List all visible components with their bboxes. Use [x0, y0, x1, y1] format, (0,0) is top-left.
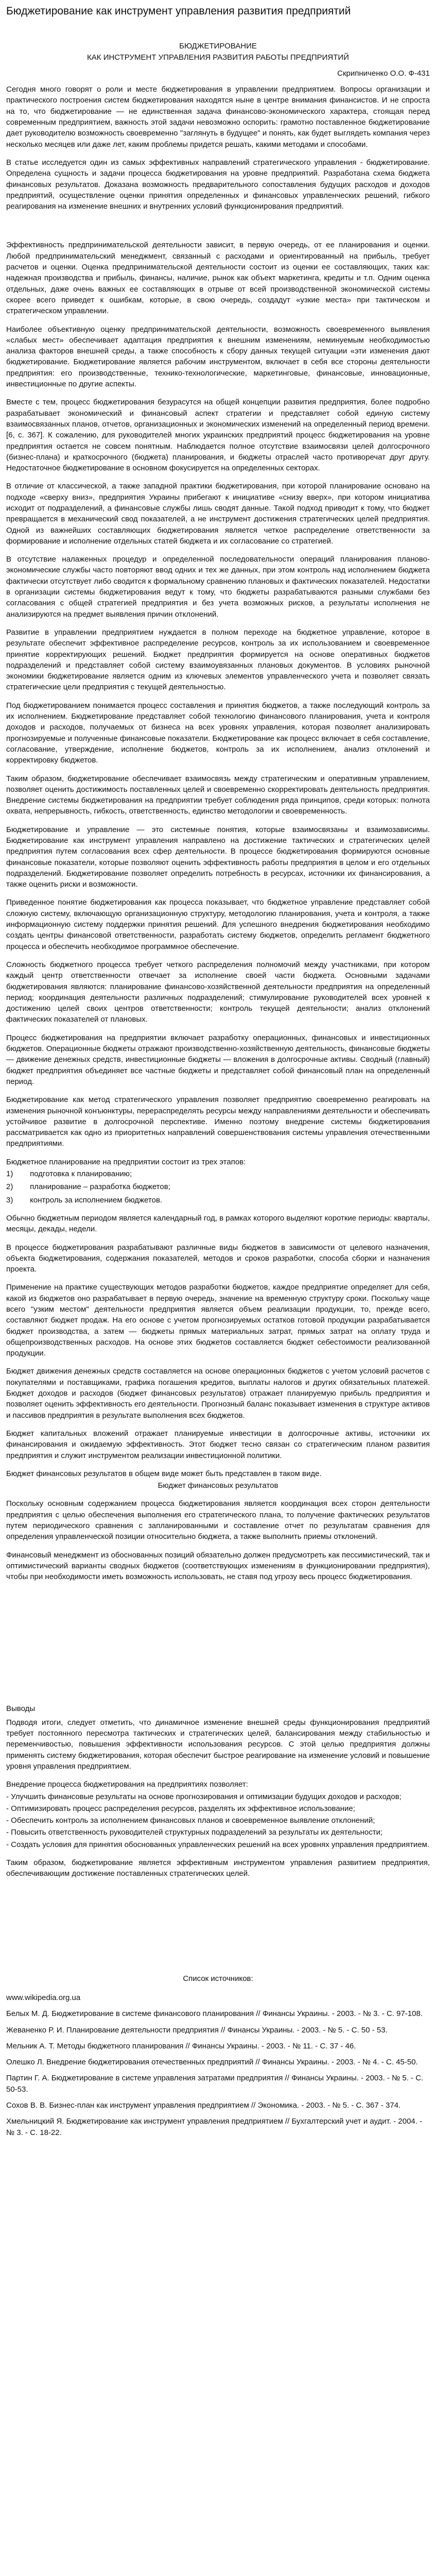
body-paragraph: Наиболее объективную оценку предпринимательской деятельности, возможность своевременного выявления «слабых мест» обеспечивает адаптация предприятия к внешним изменениям, неминуемым необходимостью анализа факторов внешней среды, а также способность к сбору данных текущей ситуации «эти изменения дают бюджетирование. Бюджетирование является рабочим инструментом, включает в себя все стороны деятельности предприятия: его производственные, технико-технологические, маркетинговые, финансовые, инновационные, инвестиционные по другие аспекты. [6, 325, 430, 389]
body-paragraph: Эффективность предпринимательской деятельности зависит, в первую очередь, от ее планирования и оценки. Любой предпринимательский менеджмент, связанный с расходами и ориентированный на прибыль, требует расчетов и оценки. Оценка предпринимательской деятельности состоит из оценки ее составляющих, таких как: надежная производства и прибыль, финансы, наличие, рынок как объект маркетинга, кредиты и т.п. Одним оценка отдельных, даже очень важных ее составляющих в отрыве от всей производственной экономической системы скорее всего приведет к ошибкам, которые, в свою очередь, создадут «узкие места» при тактическом и стратегическом управлении. [6, 241, 430, 316]
list-item-number: 1) [6, 1170, 13, 1179]
sources-list [6, 1992, 430, 2138]
list-item-text: контроль за исполнением бюджетов. [30, 1195, 163, 1205]
body-paragraph: Развитие в управлении предприятием нуждается в полном переходе на бюджетное управление, которое в результате обеспечит эффективное распределение ресурсов, контроль за их использованием и своевременное принятие корректирующих решений. Бюджет предприятия формируется на основе оперативных бюджетов подразделений и представляет собой систему взаимоувязанных плановых документов. В условиях рыночной экономики бюджетирование является одним из ключевых элементов управленческого учета и позволяет связать стратегические цели предприятия с текущей деятельностью. [6, 628, 430, 692]
source-item: Сохов В. В. Бизнес-план как инструмент управления предприятием // Экономика. - 2003. - № 5. - С. 367 - 374. [6, 2101, 401, 2110]
section-gap [6, 1590, 430, 1703]
source-item: Жеваненко Р. И. Планирование деятельности предприятия // Финансы Украины. - 2003. - № 5. - С. 50 - 53. [6, 2025, 388, 2035]
conclusions-paragraph: Подводя итоги, следует отметить, что динамичное изменение внешней среды функционирования предприятий требует постоянного пересмотра тактических и стратегических целей, балансирования между стабильностью и переменчивостью, повышения эффективности использования ресурсов. С этой целью предприятия должны применять систему бюджетирования, которая обеспечит быстрое реагирование на изменение условий и повышение уровня управления предприятием. [6, 1718, 430, 1771]
body-paragraph: Вместе с тем, процесс бюджетирования безурасутся на общей концепции развития предприятия, более подробно разрабатывает экономический и финансовый аспект стратегии и представляет собой единую систему взаимосвязанных планов, отчетов, организационных и экономических изменений на определенный период времени. [6, с. 367]. К сожалению, для руководителей многих украинских предприятий процесс бюджетирования на уровне предприятия остается не совсем понятным. Наблюдается полное отсутствие взаимосвязи целей долгосрочного (бизнес-плана) и краткосрочного (бюджета) планирования, и бюджеты отраслей часто противоречат друг другу. Недостаточное бюджетирование в основном фокусируется на определенных секторах. [6, 398, 430, 473]
body-paragraph: Применение на практике существующих методов разработки бюджетов, каждое предприятие определяет для себя, какой из бюджетов оно разрабатывает в первую очередь, значение на временную структуру сроки. Поскольку чаще всего "узким местом" деятельности предприятия является объем реализации продукции, то, прежде всего, составляют бюджет продаж. На его основе с учетом прогнозируемых остатков готовой продукции разрабатывается бюджет производства, а затем — бюджеты прямых материальных затрат, прямых затрат на оплату труда и общепроизводственных расходов. На основе этих бюджетов составляется бюджет себестоимости реализованной продукции. [6, 1283, 430, 1358]
conclusions-subtitle: Внедрение процесса бюджетирования на предприятиях позволяет: [6, 1780, 248, 1789]
body-paragraph: В отсутствие налаженных процедур и определенной последовательности операций планирования планово-экономические службы часто повторяют ввод одних и тех же данных, при этом контроль над исполнением бюджета фактически отсутствует либо сводится к формальному сравнению плановых и фактических показателей. Недостатки в организации системы бюджетирования ведут к тому, что бюджеты разрабатываются разными службами без согласования с общей стратегией предприятия и без учета возможных рисков, а результаты исполнения не анализируются на предмет выявления причин отклонений. [6, 555, 430, 619]
body-paragraph: Бюджетирование как метод стратегического управления позволяет предприятию своевременно реагировать на изменения рыночной конъюнктуры, перераспределять ресурсы между направлениями деятельности и обеспечивать устойчивое развитие в долгосрочной перспективе. Именно поэтому внедрение системы бюджетирования рассматривается как одно из приоритетных направлений совершенствования системы управления отечественными предприятиями. [6, 1095, 430, 1148]
budget-label: Бюджет финансовых результатов [158, 1481, 278, 1490]
body-paragraph: Сложность бюджетного процесса требует четкого распределения полномочий между участниками, при котором каждый центр ответственности отвечает за исполнение своей части бюджета. Основными задачами бюджетирования являются: планирование финансово-хозяйственной деятельности предприятия на определенный период; координация деятельности различных подразделений; стимулирование руководителей всех уровней к достижению целей своих центров ответственности; контроль текущей деятельности; анализ отклонений фактических показателей от плановых. [6, 960, 430, 1024]
conclusions-item: - Повысить ответственность руководителей структурных подразделений за результаты их деятельности; [6, 1828, 383, 1837]
body-paragraph: В отличие от классической, а также западной практики бюджетирования, при которой планирование основано на подходе «сверху вниз», предприятия Украины прибегают к инициативе «снизу вверх», при котором инициатива исходит от подразделений, а финансовые службы лишь сводят данные. Такой подход приводит к тому, что бюджет превращается в механический свод показателей, а не инструмент достижения стратегических целей предприятия. Одной из важнейших составляющих бюджетирования является четкое распределение ответственности за формирование и исполнение отдельных статей бюджета и их согласование со стратегией. [6, 482, 430, 546]
body-paragraph: Под бюджетированием понимается процесс составления и принятия бюджетов, а также последующий контроль за их исполнением. Бюджетирование представляет собой технологию финансового планирования, учета и контроля доходов и расходов, получаемых от бизнеса на всех уровнях управления, которая позволяет анализировать прогнозируемые и полученные финансовые показатели. Бюджетирование как процесс включает в себя составление, согласование, утверждение, исполнение бюджетов, контроль за их исполнением, анализ отклонений и корректировку бюджетов. [6, 701, 430, 765]
author-line: Скрипниченко О.О. Ф-431 [337, 69, 430, 78]
abstract-paragraph: В статье исследуется один из самых эффективных направлений стратегического управления - бюджетирование. Определена сущность и задачи процесса бюджетирования на уровне предприятий. Разработана схема бюджета финансовых результатов. Доказана возможность предварительного сопоставления будущих расходов и доходов предприятий, осуществление оценки принятия определенных и финансовых управленческих решений, гибкого реагирования на изменение внешних и внутренних условий функционирования предприятий. [6, 158, 430, 211]
list-item-text: планирование – разработка бюджетов; [30, 1182, 170, 1192]
source-item: Партин Г. А. Бюджетирование в системе управления затратами предприятия // Финансы Украины. - 2003. - № 5. - С. 50-53. [6, 2074, 424, 2094]
source-link[interactable]: www.wikipedia.org.ua [6, 1993, 81, 2002]
page-title: Бюджетирование как инструмент управления развития предприятий [6, 5, 351, 17]
list-item-number: 3) [6, 1195, 13, 1205]
body-paragraph: Финансовый менеджмент из обоснованных позиций обязательно должен предусмотреть как пессимистический, так и оптимистический варианты сводных бюджетов (соответствующих изменениям в функционировании предприятия), чтобы при необходимости иметь возможность использовать, не ставя под угрозу весь процесс бюджетирования. [6, 1550, 430, 1582]
conclusions-title: Выводы [6, 1704, 36, 1713]
list-item-number: 2) [6, 1182, 13, 1192]
list-item-text: подготовка к планированию; [30, 1170, 132, 1179]
source-item: Хмельницкий Я. Бюджетирование как инструмент управления предприятием // Бухгалтерский учет и аудит. - 2004. - № 3. - С. 18-22. [6, 2117, 423, 2137]
body-paragraph: Обычно бюджетным периодом является календарный год, в рамках которого выделяют короткие периоды: кварталы, месяцы, декады, недели. [6, 1213, 430, 1234]
conclusions-closing: Таким образом, бюджетирование является эффективным инструментом управления развитием предприятия, обеспечивающим достижение поставленных стратегических целей. [6, 1858, 430, 1878]
body-paragraph: Бюджет финансовых результатов в общем виде может быть представлен в таком виде. [6, 1469, 322, 1478]
list-item [6, 1195, 430, 1206]
conclusions-item: - Оптимизировать процесс распределения ресурсов, разделять их эффективное использование; [6, 1804, 355, 1813]
sources-title: Список источников: [183, 1974, 253, 1983]
conclusions-item: - Улучшить финансовые результаты на основе прогнозирования и оптимизации будущих доходов и расходов; [6, 1792, 402, 1801]
body-paragraph: В процессе бюджетирования разрабатывают различные виды бюджетов в зависимости от целевого назначения, объекта бюджетирования, содержания показателей, методов и сроков разработки, способа сборки и назначения проекта. [6, 1243, 430, 1274]
list-intro: Бюджетное планирование на предприятии состоит из трех этапов: [6, 1157, 246, 1166]
body-paragraph: Приведенное понятие бюджетирования как процесса показывает, что бюджетное управление представляет собой сложную систему, включающую организационную структуру, методологию планирования, учета и контроля, а также информационную систему поддержки принятия решений. Для успешного внедрения бюджетирования необходимо создать центры финансовой ответственности, разработать систему бюджетов, определить регламент бюджетного процесса и обеспечить необходимое программное обеспечение. [6, 898, 430, 951]
body-paragraph: Бюджетирование и управление — это системные понятия, которые взаимосвязаны и взаимозависимы. Бюджетирование как инструмент управления направлено на достижение тактических и стратегических целей предприятия путем согласования всех сфер деятельности. В процессе бюджетирования формируются основные финансовые показатели, которые позволяют оценить эффективность работы предприятия в целом и его отдельных подразделений. Бюджетирование позволяет определить потребность в ресурсах, источники их финансирования, а также оценить риски и возможности. [6, 825, 430, 889]
article-subtitle: КАК ИНСТРУМЕНТ УПРАВЛЕНИЯ РАЗВИТИЯ РАБОТЫ ПРЕДПРИЯТИЙ [87, 53, 349, 62]
body-paragraph: Поскольку основным содержанием процесса бюджетирования является координация всех сторон деятельности предприятия с целью обеспечения выполнения его стратегического плана, то получение фактических результатов путем периодического сравнения с запланированными и составление отчет по результатам сравнения для определения управленческой позиции относительно бюджета, а также выполнить приемы отклонений. [6, 1499, 430, 1541]
conclusions-item: - Обеспечить контроль за исполнением финансовых планов и своевременное выявление отклонений; [6, 1816, 375, 1825]
body-paragraph: Бюджет капитальных вложений отражает планируемые инвестиции в долгосрочные активы, источники их финансирования и ожидаемую эффективность. Этот бюджет тесно связан со стратегическим планом развития предприятия и служит инструментом реализации инвестиционной политики. [6, 1429, 430, 1460]
body-paragraph: Бюджет движения денежных средств составляется на основе операционных бюджетов с учетом условий расчетов с покупателями и поставщиками, графика погашения кредитов, выплаты налогов и других обязательных платежей. Бюджет доходов и расходов (бюджет финансовых результатов) отражает планируемую прибыль предприятия и позволяет оценить эффективность его деятельности. Прогнозный баланс показывает изменения в структуре активов и пассивов предприятия в результате выполнения всех бюджетов. [6, 1367, 430, 1420]
source-item: Белых М. Д. Бюджетирование в системе финансового планирования // Финансы Украины. - 2003. - № 3. - С. 97-108. [6, 2009, 423, 2019]
section-gap [6, 1887, 430, 1948]
intro-paragraph: Сегодня много говорят о роли и месте бюджетирования в управлении предприятием. Вопросы организации и практического построения систем бюджетирования находятся ныне в центре внимания финансистов. И не спроста на то, что бюджетирование — не единственная задача финансово-экономического характера, стоящая перед современным предприятием, важность этой задачи невозможно оспорить: грамотно поставленное бюджетирование дает руководителю возможность своевременно "заглянуть в будущее" и понять, как будет выглядеть компания через несколько месяцев или даже лет, каким проблемы придется решать, какими методами и способами. [6, 85, 430, 149]
conclusions-item: - Создать условия для принятия обоснованных управленческих решений на всех уровнях управления предприятием. [6, 1840, 430, 1849]
article-label: БЮДЖЕТИРОВАНИЕ [179, 42, 257, 51]
list-item [6, 1168, 430, 1179]
source-item: Мельник А. Т. Методы бюджетного планирования // Финансы Украины. - 2003. - № 11. - С. 37 - 46. [6, 2041, 356, 2050]
source-item: Олешко Л. Внедрение бюджетирования отечественных предприятий // Финансы Украины. - 2003. - № 4. - С. 45-50. [6, 2058, 418, 2067]
paragraph-gap [6, 219, 430, 240]
stage-list [6, 1168, 430, 1206]
list-item [6, 1181, 430, 1192]
body-paragraph: Процесс бюджетирования на предприятии включает разработку операционных, финансовых и инвестиционных бюджетов. Операционные бюджеты отражают производственно-хозяйственную деятельность, финансовые бюджеты — движение денежных средств, инвестиционные бюджеты — вложения в долгосрочные активы. Сводный (главный) бюджет предприятия объединяет все частные бюджеты и представляет собой финансовый план на определенный период. [6, 1033, 430, 1086]
body-paragraph: Таким образом, бюджетирование обеспечивает взаимосвязь между стратегическим и оперативным управлением, позволяет оценить достижимость поставленных целей и своевременно скорректировать деятельность предприятия. Внедрение системы бюджетирования на предприятии требует соблюдения ряда принципов, среди которых: полнота охвата, непрерывность, гибкость, ответственность, единство методологии и своевременность. [6, 774, 430, 816]
